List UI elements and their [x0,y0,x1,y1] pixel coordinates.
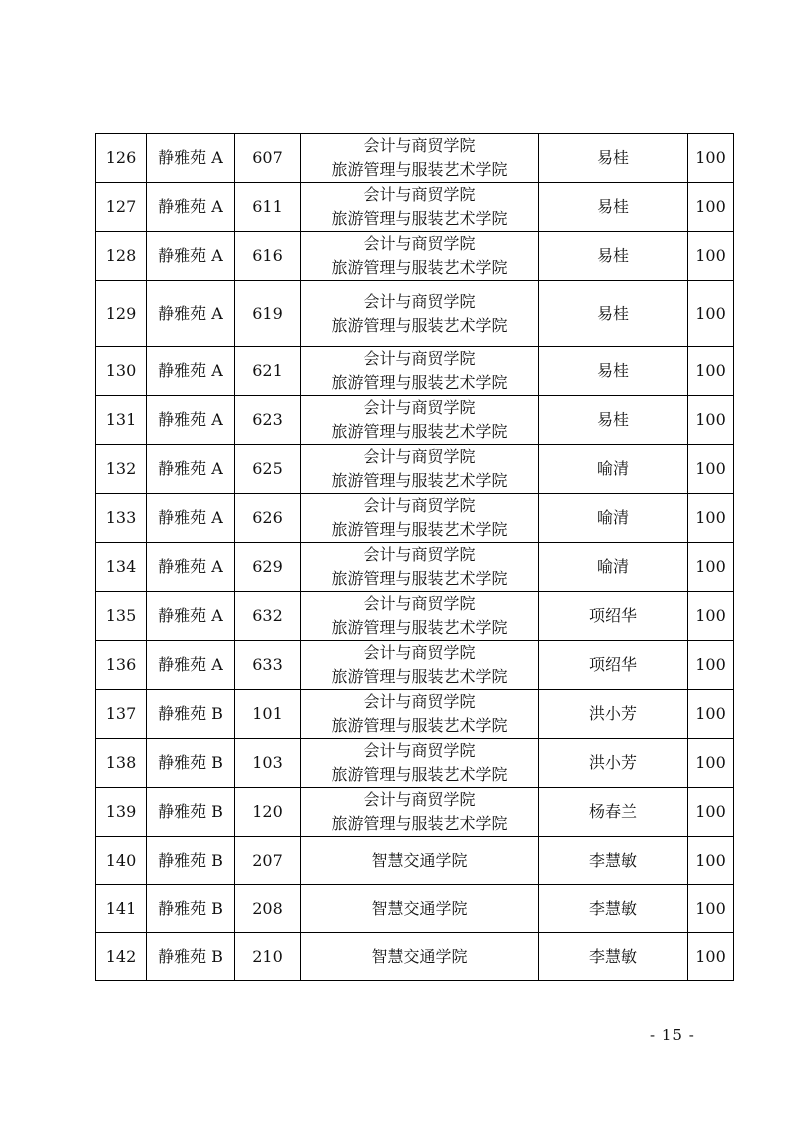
college-name: 会计与商贸学院 [363,594,476,613]
table-row [96,134,734,183]
room-number-cell: 103 [235,739,301,788]
college-cell [301,739,539,788]
room-number-cell: 619 [235,281,301,347]
row-number-cell: 127 [96,183,147,232]
score-cell: 100 [688,134,734,183]
college-name: 旅游管理与服装艺术学院 [331,618,508,637]
college-cell [301,837,539,885]
college-cell [301,494,539,543]
advisor-cell: 喻清 [539,494,688,543]
table-row [96,445,734,494]
college-cell [301,933,539,981]
building-cell: 静雅苑 A [147,396,235,445]
room-number-cell: 607 [235,134,301,183]
building-cell: 静雅苑 B [147,788,235,837]
table-row [96,543,734,592]
table-row [96,494,734,543]
college-cell [301,885,539,933]
table-row [96,396,734,445]
row-number-cell: 134 [96,543,147,592]
college-cell [301,543,539,592]
college-cell [301,592,539,641]
room-number-cell: 120 [235,788,301,837]
score-cell: 100 [688,543,734,592]
building-cell: 静雅苑 A [147,183,235,232]
college-name: 会计与商贸学院 [363,496,476,515]
college-name: 旅游管理与服装艺术学院 [331,569,508,588]
row-number-cell: 132 [96,445,147,494]
college-name: 旅游管理与服装艺术学院 [331,471,508,490]
room-number-cell: 633 [235,641,301,690]
score-cell: 100 [688,641,734,690]
row-number-cell: 137 [96,690,147,739]
college-cell [301,445,539,494]
score-cell: 100 [688,739,734,788]
table-row [96,281,734,347]
room-number-cell: 621 [235,347,301,396]
table-row [96,690,734,739]
score-cell: 100 [688,232,734,281]
college-cell [301,134,539,183]
college-cell [301,183,539,232]
row-number-cell: 128 [96,232,147,281]
table-row [96,592,734,641]
building-cell: 静雅苑 A [147,281,235,347]
advisor-cell: 易桂 [539,396,688,445]
score-cell: 100 [688,788,734,837]
college-name: 旅游管理与服装艺术学院 [331,373,508,392]
row-number-cell: 141 [96,885,147,933]
room-number-cell: 616 [235,232,301,281]
table-row [96,739,734,788]
college-name: 会计与商贸学院 [363,643,476,662]
building-cell: 静雅苑 A [147,641,235,690]
row-number-cell: 135 [96,592,147,641]
building-cell: 静雅苑 B [147,933,235,981]
score-cell: 100 [688,690,734,739]
advisor-cell: 易桂 [539,232,688,281]
building-cell: 静雅苑 A [147,543,235,592]
room-number-cell: 629 [235,543,301,592]
row-number-cell: 129 [96,281,147,347]
advisor-cell: 洪小芳 [539,739,688,788]
room-number-cell: 208 [235,885,301,933]
page-number: - 15 - [650,1026,695,1044]
score-cell: 100 [688,885,734,933]
building-cell: 静雅苑 A [147,445,235,494]
college-name: 智慧交通学院 [371,850,468,870]
row-number-cell: 140 [96,837,147,885]
college-name: 智慧交通学院 [371,898,468,918]
building-cell: 静雅苑 B [147,837,235,885]
college-name: 旅游管理与服装艺术学院 [331,160,508,179]
table-row [96,837,734,885]
table-row [96,641,734,690]
building-cell: 静雅苑 B [147,739,235,788]
building-cell: 静雅苑 A [147,494,235,543]
college-name: 会计与商贸学院 [363,447,476,466]
room-number-cell: 623 [235,396,301,445]
row-number-cell: 136 [96,641,147,690]
college-name: 旅游管理与服装艺术学院 [331,765,508,784]
college-name: 旅游管理与服装艺术学院 [331,520,508,539]
row-number-cell: 126 [96,134,147,183]
building-cell: 静雅苑 A [147,592,235,641]
college-name: 会计与商贸学院 [363,185,476,204]
building-cell: 静雅苑 B [147,690,235,739]
score-cell: 100 [688,183,734,232]
row-number-cell: 142 [96,933,147,981]
college-name: 旅游管理与服装艺术学院 [331,209,508,228]
score-cell: 100 [688,396,734,445]
college-cell [301,281,539,347]
row-number-cell: 139 [96,788,147,837]
college-name: 旅游管理与服装艺术学院 [331,258,508,277]
table-body [96,134,734,981]
college-name: 智慧交通学院 [371,946,468,966]
advisor-cell: 杨春兰 [539,788,688,837]
score-cell: 100 [688,494,734,543]
college-name: 会计与商贸学院 [363,349,476,368]
advisor-cell: 项绍华 [539,592,688,641]
score-cell: 100 [688,445,734,494]
score-cell: 100 [688,281,734,347]
building-cell: 静雅苑 A [147,347,235,396]
advisor-cell: 项绍华 [539,641,688,690]
building-cell: 静雅苑 A [147,232,235,281]
college-cell [301,641,539,690]
table-row [96,933,734,981]
room-number-cell: 626 [235,494,301,543]
college-name: 会计与商贸学院 [363,136,476,155]
row-number-cell: 138 [96,739,147,788]
building-cell: 静雅苑 A [147,134,235,183]
room-number-cell: 625 [235,445,301,494]
college-name: 会计与商贸学院 [363,234,476,253]
advisor-cell: 李慧敏 [539,885,688,933]
college-name: 会计与商贸学院 [363,790,476,809]
advisor-cell: 李慧敏 [539,837,688,885]
college-name: 会计与商贸学院 [363,692,476,711]
building-cell: 静雅苑 B [147,885,235,933]
college-cell [301,232,539,281]
advisor-cell: 洪小芳 [539,690,688,739]
college-name: 会计与商贸学院 [363,291,476,311]
college-name: 会计与商贸学院 [363,398,476,417]
college-name: 会计与商贸学院 [363,545,476,564]
advisor-cell: 喻清 [539,445,688,494]
table-row [96,788,734,837]
college-name: 旅游管理与服装艺术学院 [331,315,508,335]
table-row [96,347,734,396]
dormitory-score-table [95,133,734,981]
college-name: 旅游管理与服装艺术学院 [331,814,508,833]
college-cell [301,396,539,445]
college-name: 旅游管理与服装艺术学院 [331,422,508,441]
table-row [96,232,734,281]
room-number-cell: 632 [235,592,301,641]
row-number-cell: 133 [96,494,147,543]
college-name: 会计与商贸学院 [363,741,476,760]
score-cell: 100 [688,347,734,396]
advisor-cell: 李慧敏 [539,933,688,981]
advisor-cell: 易桂 [539,134,688,183]
advisor-cell: 喻清 [539,543,688,592]
table-row [96,885,734,933]
room-number-cell: 611 [235,183,301,232]
room-number-cell: 210 [235,933,301,981]
advisor-cell: 易桂 [539,183,688,232]
college-cell [301,347,539,396]
college-cell [301,690,539,739]
college-name: 旅游管理与服装艺术学院 [331,716,508,735]
college-name: 旅游管理与服装艺术学院 [331,667,508,686]
row-number-cell: 130 [96,347,147,396]
table-row [96,183,734,232]
score-cell: 100 [688,933,734,981]
score-cell: 100 [688,837,734,885]
score-cell: 100 [688,592,734,641]
room-number-cell: 207 [235,837,301,885]
advisor-cell: 易桂 [539,347,688,396]
row-number-cell: 131 [96,396,147,445]
college-cell [301,788,539,837]
room-number-cell: 101 [235,690,301,739]
advisor-cell: 易桂 [539,281,688,347]
